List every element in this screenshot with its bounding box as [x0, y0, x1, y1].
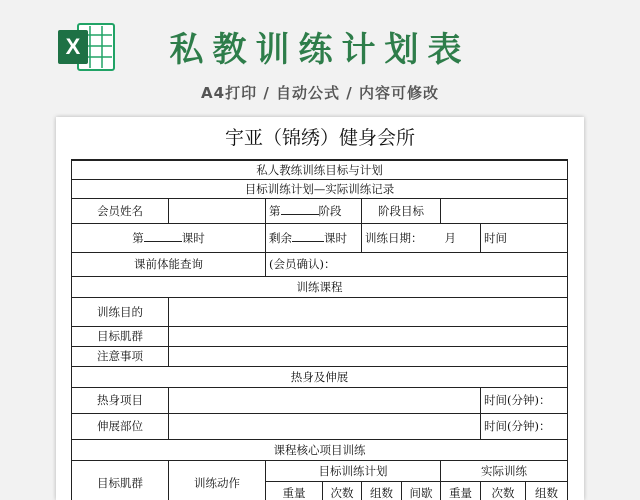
- stage-goal-field[interactable]: [441, 198, 568, 223]
- core-action-header: 训练动作: [169, 460, 266, 500]
- target-plan-header: 目标训练计划: [266, 460, 441, 481]
- train-date-label: 训练日期：: [365, 230, 423, 245]
- page-header: [0, 0, 640, 112]
- train-purpose-label: 训练目的: [72, 297, 169, 326]
- training-plan-table: [71, 159, 568, 500]
- col-actual-reps-header: 次数: [481, 481, 526, 500]
- col-actual-sets-header: 组数: [526, 481, 568, 500]
- core-target-muscle-header: 目标肌群: [72, 460, 169, 500]
- stretch-part-field[interactable]: [169, 413, 481, 439]
- stretch-time-field[interactable]: 时间(分钟)：: [481, 413, 568, 439]
- col-actual-weight-header: 重量: [441, 481, 481, 500]
- target-muscle-field[interactable]: [169, 326, 568, 346]
- remain-blank[interactable]: [292, 232, 324, 242]
- remain-prefix: 剩余: [269, 230, 292, 245]
- warmup-item-field[interactable]: [169, 387, 481, 413]
- notes-label: 注意事项: [72, 346, 169, 366]
- page-subtitle: A4打印 / 自动公式 / 内容可修改: [201, 84, 439, 102]
- core-section-header: 课程核心项目训练: [72, 439, 568, 460]
- plan-title-cell: 私人教练训练目标与计划: [72, 160, 568, 179]
- table-row: [72, 387, 568, 413]
- table-row: [72, 326, 568, 346]
- page-title: 私教训练计划表: [169, 30, 471, 70]
- member-name-field[interactable]: [169, 198, 266, 223]
- train-purpose-field[interactable]: [169, 297, 568, 326]
- document-sheet: [56, 117, 584, 500]
- record-title-cell: 目标训练计划—实际训练记录: [72, 179, 568, 198]
- stage-blank[interactable]: [281, 205, 319, 215]
- remain-suffix: 课时: [324, 230, 347, 245]
- warmup-section-header: 热身及伸展: [72, 366, 568, 387]
- table-row: [72, 160, 568, 179]
- col-sets-header: 组数: [362, 481, 402, 500]
- table-row: [72, 252, 568, 276]
- stage-suffix: 阶段: [318, 203, 342, 218]
- actual-training-header: 实际训练: [441, 460, 568, 481]
- remain-field[interactable]: [266, 223, 362, 252]
- target-muscle-label: 目标肌群: [72, 326, 169, 346]
- notes-field[interactable]: [169, 346, 568, 366]
- table-row: [72, 439, 568, 460]
- warmup-item-label: 热身项目: [72, 387, 169, 413]
- col-weight-header: 重量: [266, 481, 323, 500]
- month-label: 月: [444, 230, 456, 245]
- col-rest-header: 间歇: [402, 481, 441, 500]
- table-row: [72, 179, 568, 198]
- stage-field[interactable]: [266, 198, 362, 223]
- stage-goal-label: 阶段目标: [362, 198, 441, 223]
- table-row: [72, 460, 568, 481]
- stage-prefix: 第: [269, 203, 281, 218]
- table-row: [72, 198, 568, 223]
- table-row: [72, 346, 568, 366]
- pre-test-label: 课前体能查询: [72, 252, 266, 276]
- train-date-field[interactable]: [362, 223, 481, 252]
- time-field[interactable]: 时间: [481, 223, 568, 252]
- table-row: [72, 223, 568, 252]
- table-row: [72, 276, 568, 297]
- lesson-suffix: 课时: [181, 230, 205, 245]
- table-row: [72, 413, 568, 439]
- lesson-field[interactable]: [72, 223, 266, 252]
- stretch-part-label: 伸展部位: [72, 413, 169, 439]
- table-row: [72, 297, 568, 326]
- member-name-label: 会员姓名: [72, 198, 169, 223]
- warmup-time-field[interactable]: 时间(分钟)：: [481, 387, 568, 413]
- lesson-blank[interactable]: [144, 232, 182, 242]
- sheet-title: 宇亚（锦绣）健身会所: [224, 127, 415, 149]
- course-section-header: 训练课程: [72, 276, 568, 297]
- col-reps-header: 次数: [323, 481, 362, 500]
- excel-icon-letter: X: [65, 34, 81, 59]
- lesson-prefix: 第: [132, 230, 144, 245]
- table-row: [72, 366, 568, 387]
- member-confirm-field[interactable]: (会员确认)：: [266, 252, 568, 276]
